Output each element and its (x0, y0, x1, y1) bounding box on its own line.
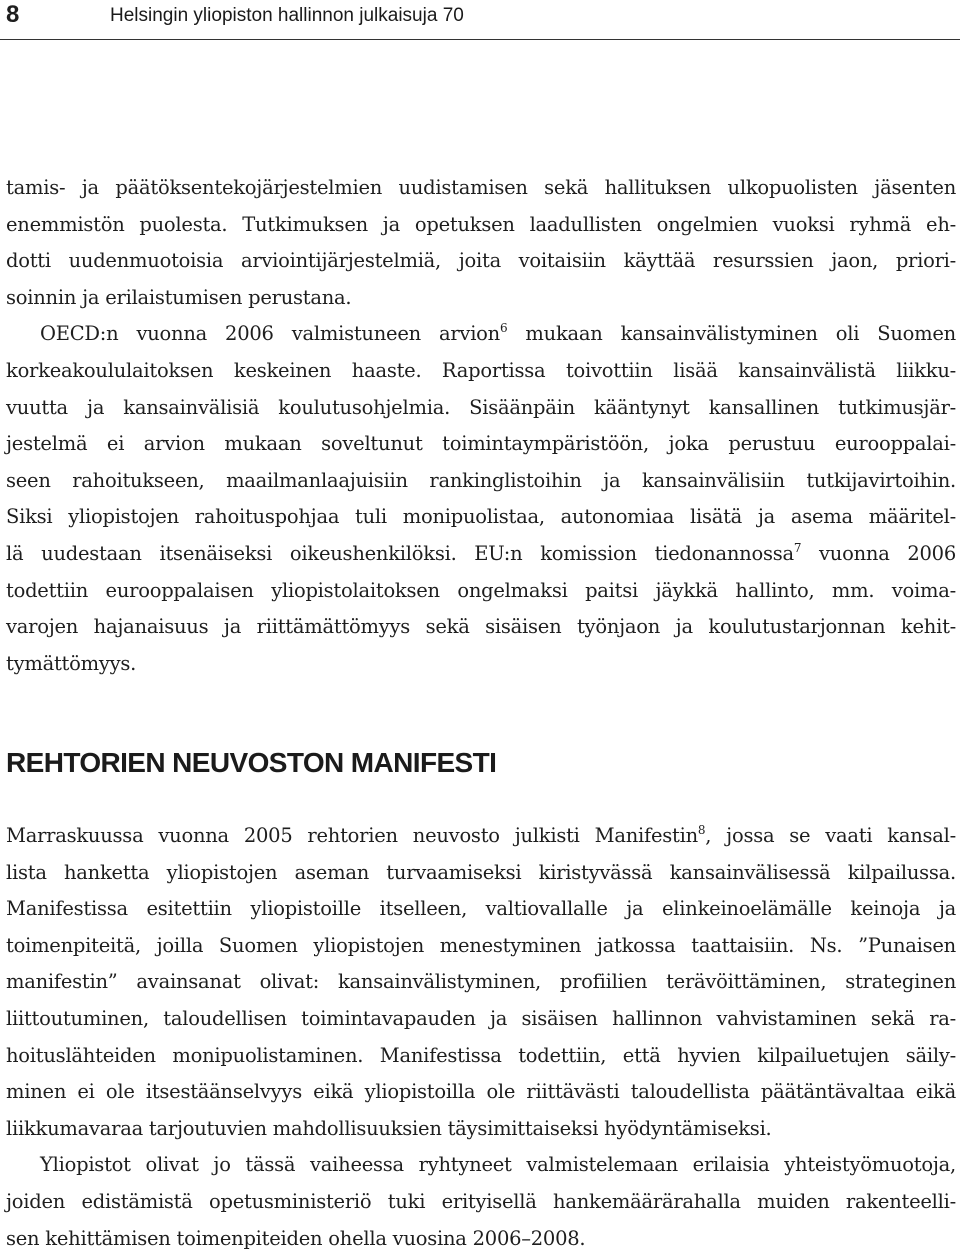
text-fragment: vuonna 2006 (801, 541, 956, 565)
text-line (6, 536, 956, 573)
text-line: sen kehittämisen toimenpiteiden ohella vuosina 2006–2008. (6, 1226, 586, 1250)
text-fragment: OECD:n vuonna 2006 valmistuneen arvion (40, 322, 500, 346)
text-line: Yliopistot olivat jo tässä vaiheessa ryhtyneet valmistelemaan erilaisia yhteistyömuotoja, (40, 1153, 956, 1177)
header-divider (0, 39, 960, 40)
text-line: korkeakoululaitoksen keskeinen haaste. Raportissa toivottiin lisää kansainvälistä liikku- (6, 358, 956, 382)
text-fragment: lä uudestaan itsenäiseksi oikeushenkilöksi. EU:n komission tiedonannossa (6, 541, 794, 565)
text-line (6, 316, 956, 353)
footnote-marker: 7 (793, 540, 802, 555)
section-heading: REHTORIEN NEUVOSTON MANIFESTI (6, 747, 497, 778)
text-fragment: Marraskuussa vuonna 2005 rehtorien neuvosto julkisti Manifestin (6, 824, 698, 847)
text-line: soinnin ja erilaistumisen perustana. (6, 285, 352, 309)
body-section-1 (6, 170, 956, 682)
text-line: tymättömyys. (6, 651, 137, 675)
body-section-2 (6, 818, 956, 1257)
text-line: varojen hajanaisuus ja riittämättömyys sekä sisäisen työnjaon ja koulutustarjonnan kehit- (6, 615, 956, 639)
text-line: Siksi yliopistojen rahoituspohjaa tuli monipuolistaa, autonomiaa lisätä ja asema määritel- (6, 505, 956, 529)
text-line: Manifestissa esitettiin yliopistoille itselleen, valtiovallalle ja elinkeinoelämälle keinoja ja (6, 897, 956, 921)
text-line: toimenpiteitä, joilla Suomen yliopistojen menestyminen jatkossa taattaisiin. Ns. ”Punaisen (6, 933, 956, 957)
text-line: tamis- ja päätöksentekojärjestelmien uudistamisen sekä hallituksen ulkopuolisten jäsenten (6, 176, 956, 199)
text-line: lista hanketta yliopistojen aseman turvaamiseksi kiristyvässä kansainvälisessä kilpailussa. (6, 860, 956, 884)
text-fragment: mukaan kansainvälistyminen oli Suomen (507, 322, 956, 346)
text-line: liikkumavaraa tarjoutuvien mahdollisuuksien täysimittaiseksi hyödyntämiseksi. (6, 1116, 772, 1140)
text-line: dotti uudenmuotoisia arviointijärjestelmiä, joita voitaisiin käyttää resurssien jaon, priori- (6, 249, 956, 273)
text-line: liittoutuminen, taloudellisen toimintavapauden ja sisäisen hallinnon vahvistaminen sekä ra- (6, 1006, 956, 1030)
page-number: 8 (6, 1, 20, 28)
text-line: enemmistön puolesta. Tutkimuksen ja opetuksen laadullisten ongelmien vuoksi ryhmä eh- (6, 212, 956, 236)
text-line: jestelmä ei arvion mukaan soveltunut toimintaympäristöön, joka perustuu eurooppalai- (6, 432, 956, 456)
text-line: manifestin” avainsanat olivat: kansainvälistyminen, profiilien terävöittäminen, strateginen (6, 970, 956, 994)
text-line: minen ei ole itsestäänselvyys eikä yliopistoilla ole riittävästi taloudellista päätäntävaltaa eikä (6, 1080, 956, 1104)
text-line: joiden edistämistä opetusministeriö tuki erityisellä hankemäärärahalla muiden rakenteelli- (6, 1189, 956, 1213)
text-line (6, 818, 956, 855)
running-title: Helsingin yliopiston hallinnon julkaisuja 70 (110, 5, 464, 26)
text-line: hoituslähteiden monipuolistaminen. Manifestissa todettiin, että hyvien kilpailuetujen säily- (6, 1043, 956, 1067)
footnote-marker: 6 (499, 321, 508, 336)
text-line: todettiin eurooppalaisen yliopistolaitoksen ongelmaksi paitsi jäykkä hallinto, mm. voima- (6, 578, 956, 602)
text-line: vuutta ja kansainvälisiä koulutusohjelmia. Sisäänpäin kääntynyt kansallinen tutkimusjär- (6, 395, 956, 419)
text-line: seen rahoitukseen, maailmanlaajuisiin rankinglistoihin ja kansainvälisiin tutkijavirtoihin. (6, 468, 956, 492)
footnote-marker: 8 (697, 823, 706, 837)
text-fragment: , jossa se vaati kansal- (705, 824, 957, 847)
